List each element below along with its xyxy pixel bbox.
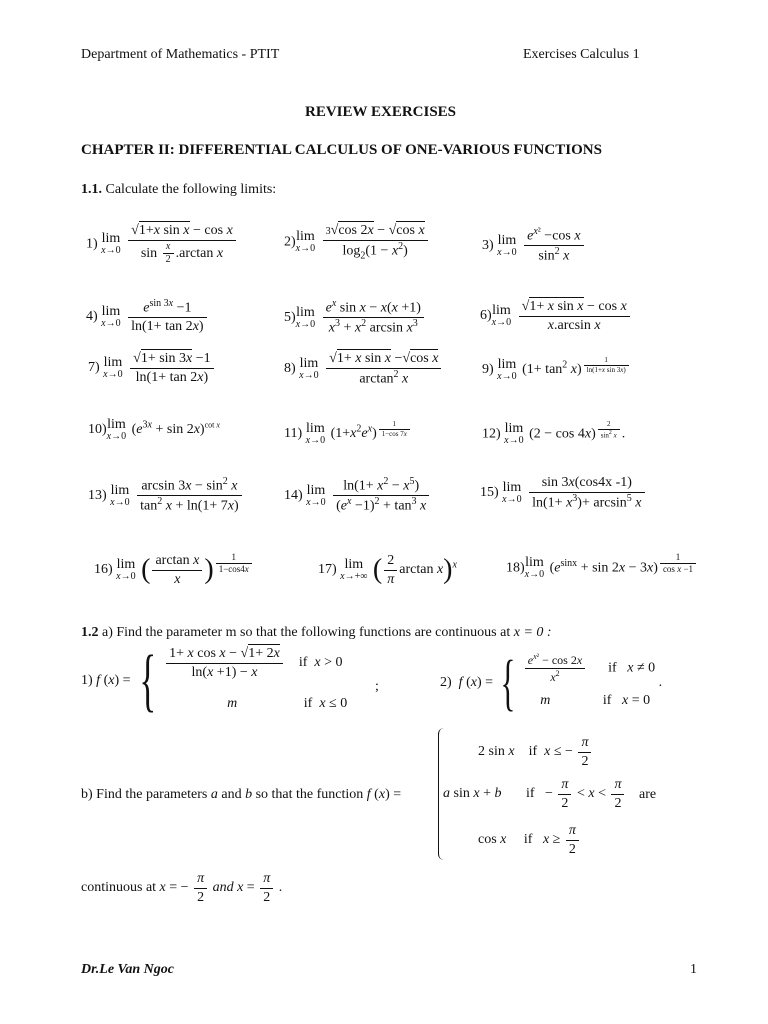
- limit-label: 10): [88, 422, 107, 438]
- param-a: a: [210, 787, 218, 802]
- limit-9: 9) lim x→0 $(1+ \tan^2 x)$ $\frac{1}{\text{ln(1+x sin 3x)}}$: [482, 356, 631, 382]
- limit-label: 9): [482, 361, 494, 377]
- limit-18: 18) lim x→0 $(e^{sinx} + \sin 2x - 3x)$ $\frac{1}{\text{cos x −1}}$: [506, 552, 698, 580]
- limit-label: 17): [318, 562, 337, 578]
- limit-label: 16): [94, 562, 113, 578]
- limit-label: 2): [284, 234, 296, 250]
- continuity-line: continuous at x = − $\frac{\pi}{2}$ and x = $\frac{\pi}{2}$ .: [81, 871, 283, 905]
- limit-label: 6): [480, 308, 492, 324]
- limit-6: 6) lim x→0 $\frac{\text{√1+ x sin x − cos x}}{\text{x.arcsin x}}$: [480, 298, 632, 334]
- limit-4: 4) lim x→0 $\frac{e^{sin 3x} -1}{\ln(1+ \tan 2x)}$: [86, 298, 209, 336]
- limit-label: 8): [284, 361, 296, 377]
- part-b-text: b) Find the parameters a and b so that the function f (x) =: [81, 787, 402, 802]
- limit-label: 1): [86, 236, 98, 252]
- limit-5: 5) lim x→0 $\frac{e^x \sin x - x(x +1)}{x^3 + x^2 \arcsin x^3}$: [284, 298, 426, 337]
- section-number: 1.1.: [81, 182, 102, 197]
- header-left: Department of Mathematics - PTIT: [81, 47, 280, 62]
- semicolon: ;: [375, 679, 379, 694]
- part-b-end: so that the function: [255, 787, 364, 802]
- limit-label: 18): [506, 560, 525, 576]
- footer-author: Dr.Le Van Ngoc: [81, 962, 174, 977]
- limit-1: 1) lim x→0 √1+x sin x − cos x sin $\frac{x}{2}$ .arctan x: [86, 222, 238, 267]
- limit-11: 11) lim x→0 $(1+x^2e^x)$ $\frac{1}{1-\cos 7x}$: [284, 420, 412, 446]
- limit-10: 10) lim x→0 $(e^{3x} + \sin 2x)^{cot x}$: [88, 417, 220, 442]
- limit-label: 13): [88, 487, 107, 503]
- limit-15: 15) lim x→0 $\frac{\sin 3x(\cos 4x -1)}{\ln(1+ x^3)+ \arcsin^5 x}$: [480, 474, 647, 512]
- limit-label: 7): [88, 360, 100, 376]
- header-right: Exercises Calculus 1: [523, 47, 640, 62]
- limit-13: 13) lim x→0 $\frac{\arcsin 3x - \sin^2 x}{\tan^2 x + \ln(1+ 7x)}$: [88, 476, 244, 515]
- continuous-at: continuous at: [81, 880, 157, 896]
- case-2: a sin x + b if − $\frac{\pi}{2}$ < x < $\frac{\pi}{2}$: [443, 776, 626, 812]
- limit-8: 8) lim x→0 $\frac{\text{√1+ x sin x −√cos x}}{\arctan^2 x}$: [284, 350, 443, 388]
- limit-12: 12) lim x→0 (2 − cos 4x) $\frac{2}{\sin^2 x}$ .: [482, 420, 626, 447]
- limit-label: 12): [482, 426, 501, 442]
- part-a-text: a) Find the parameter m so that the following functions are continuous at: [102, 625, 511, 640]
- piecewise-2: 2) f (x) = { $\frac{e^{x^2} - \cos 2x}{x^2}$ if x ≠ 0 m if x = 0 .: [440, 649, 663, 717]
- limit-3: 3) lim x→0 $\frac{e^{x^2} -\cos x}{\sin^2 x}$: [482, 226, 586, 265]
- param-b: b: [245, 787, 253, 802]
- section-text: Calculate the following limits:: [105, 182, 277, 197]
- page-title: REVIEW EXERCISES: [305, 104, 457, 120]
- case-3: cos x if x ≥ $\frac{\pi}{2}$: [478, 822, 581, 858]
- part-b-are: are: [639, 787, 657, 802]
- limit-label: 4): [86, 309, 98, 325]
- piecewise-1: 1) f (x) = { $\frac{\text{1+ x cos x − √1+ 2x}}{\ln(x +1) - x}$ if x > 0 m if x ≤ 0: [81, 642, 348, 719]
- case-1: 2 sin x if x ≤ − $\frac{\pi}{2}$: [478, 734, 593, 770]
- limit-7: 7) lim x→0 $\frac{√1+ \sin 3x -1}{\ln(1+ \tan 2x)}$: [88, 350, 216, 386]
- limit-label: 14): [284, 487, 303, 503]
- page-number: 1: [690, 962, 697, 977]
- part-b-start: b) Find the parameters: [81, 787, 208, 802]
- limit-label: 15): [480, 485, 499, 501]
- part-b-and: and: [221, 787, 242, 802]
- limit-16: 16) lim x→0 ( $\frac{\text{arctan x}}{x}$ ) $\frac{1}{1-\cos 4x}$: [94, 552, 254, 588]
- limit-label: 11): [284, 425, 303, 441]
- section-1-2: [81, 625, 552, 641]
- section-1-1: [81, 182, 276, 198]
- limit-label: 5): [284, 309, 296, 325]
- section-number: 1.2: [81, 625, 99, 640]
- limit-label: 3): [482, 237, 494, 253]
- limit-17: 17) lim x→+∞ ( $\frac{2}{\pi}$ arctan x)$^x$: [318, 553, 457, 587]
- limit-14: 14) lim x→0 $\frac{\ln(1+ x^2 - x^5)}{(e^x -1)^2 + \tan^3 x}$: [284, 476, 431, 515]
- chapter-title: CHAPTER II: DIFFERENTIAL CALCULUS OF ONE-VARIOUS FUNCTIONS: [81, 142, 602, 158]
- part-a-point: x = 0 :: [513, 625, 552, 640]
- limit-2: 2) lim x→0 $\frac{\text{3√cos 2x − √cos x}}{\log_2(1 - x^2)}$: [284, 222, 430, 262]
